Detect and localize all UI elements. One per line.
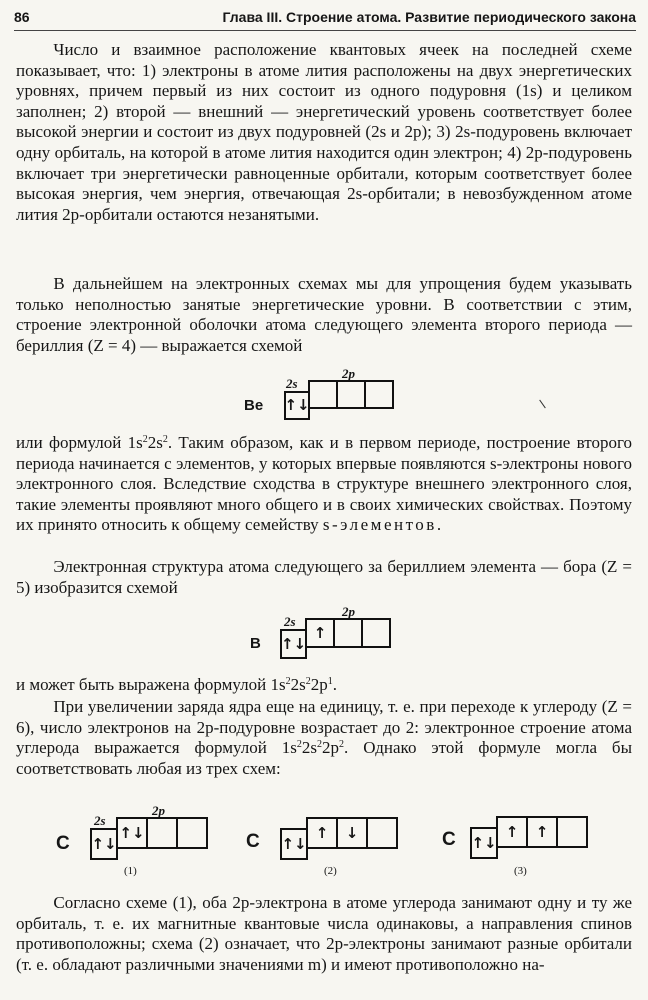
sublevel-label-2p: 2p <box>342 604 355 619</box>
c-electron-diagram-3 <box>442 803 612 883</box>
orbital-cell-2p <box>336 380 366 409</box>
header-rule <box>14 30 636 31</box>
paragraph-1: Число и взаимное расположение квантовых ячеек на последней схеме показывает, что: 1) электроны в атоме лития расположены на двух энергетических уровнях, причем первый из них состоит из одного подуровня (1s) и целиком заполнен; 2) второй — внешний — энергетический уровень соответствует более высокой энергии и состоит из двух подуровней (2s и 2p); 3) 2s-подуровень включает одну орбиталь, на которой в атоме лития находится один электрон; 4) 2p-подуровень включает три энергетически равноценные орбитали, которым соответствует более высокая энергия, чем энергия, отвечающая 2s-орбитали; в невозбужденном атоме лития 2p-орбитали остаются незанятыми. <box>16 40 632 224</box>
sublevel-label-2p: 2p <box>342 366 355 381</box>
element-symbol: C <box>56 833 70 854</box>
page-header <box>14 6 636 28</box>
paragraph-2: В дальнейшем на электронных схемах мы для упрощения будем указывать только неполностью занятые энергетические уровни. В соответствии с этим, строение электронной оболочки атома следующего элемента второго периода — бериллия (Z = 4) — выражается схемой <box>16 274 632 355</box>
b-electron-diagram <box>246 603 406 665</box>
be-electron-diagram <box>240 364 400 424</box>
scheme-caption: (1) <box>124 865 137 877</box>
orbital-cell-2p <box>333 618 363 648</box>
element-symbol: Be <box>244 397 264 414</box>
orbital-cell-2p <box>308 380 338 409</box>
orbital-cell-2p: ↑ <box>526 816 558 848</box>
page-number: 86 <box>14 9 30 25</box>
element-symbol: C <box>442 829 456 850</box>
orbital-cell-2p: ↑ <box>496 816 528 848</box>
paragraph-3: или формулой $1s^22s^2$. Таким образом, как и в первом периоде, построение второго периода начинается с элементов, у которых впервые появляются s-электроны нового электронного слоя. Вследствие сходства в структуре внешнего электронного слоя, такие элементы проявляют много общего и в своих химических свойствах. Поэтому их принято относить к общему семейству s-элементов. <box>16 433 632 535</box>
print-mark <box>539 400 546 409</box>
sublevel-label-2s: 2s <box>284 614 296 629</box>
orbital-cell-2s <box>470 827 498 859</box>
orbital-cell-2p: ↑ <box>305 618 335 648</box>
orbital-cell-2p <box>361 618 391 648</box>
spin-arrows: ↑↓ <box>471 833 497 852</box>
orbital-cell-2s <box>90 828 118 860</box>
c-electron-diagram-2 <box>246 803 416 883</box>
orbital-cell-2s <box>280 828 308 860</box>
paragraph-6: При увеличении заряда ядра еще на единицу, т. е. при переходе к углероду (Z = 6), число электронов на 2p-подуровне возрастает до 2: электронное строение атома углерода выражается формулой $1s^22s^22p^2$. Однако этой формуле могла бы соответствовать любая из трех схем: <box>16 697 632 778</box>
orbital-cell-2p: ↑ <box>306 817 338 849</box>
orbital-cell-2p <box>176 817 208 849</box>
scheme-caption: (2) <box>324 865 337 877</box>
sublevel-label-2s: 2s <box>94 813 106 828</box>
orbital-cell-2p <box>556 816 588 848</box>
sublevel-label-2s: 2s <box>286 376 298 391</box>
element-symbol: B <box>250 635 261 652</box>
orbital-cell-2p <box>364 380 394 409</box>
paragraph-5: и может быть выражена формулой $1s^22s^22p^1$. <box>16 675 337 694</box>
orbital-cell-2p <box>366 817 398 849</box>
orbital-cell-2s <box>284 391 310 420</box>
sublevel-label-2p: 2p <box>152 803 165 818</box>
orbital-cell-2p <box>146 817 178 849</box>
paragraph-7: Согласно схеме (1), оба 2p-электрона в атоме углерода занимают одну и ту же орбиталь, т. е. их магнитные квантовые числа одинаковы, а направления спинов противоположны; схема (2) означает, что 2p-электроны занимают разные орбитали (т. е. обладают различными значениями m) и имеют противоположно на- <box>16 893 632 974</box>
c-electron-diagram-1 <box>52 803 222 883</box>
paragraph-4: Электронная структура атома следующего за бериллием элемента — бора (Z = 5) изобразится схемой <box>16 557 632 597</box>
element-symbol: C <box>246 831 260 852</box>
spin-arrows: ↑↓ <box>281 834 307 853</box>
orbital-cell-2p: ↑↓ <box>116 817 148 849</box>
orbital-cell-2s <box>280 629 307 659</box>
orbital-cell-2p: ↓ <box>336 817 368 849</box>
spin-arrows: ↑↓ <box>284 396 310 414</box>
spin-arrows: ↑↓ <box>280 634 307 653</box>
spin-arrows: ↑↓ <box>91 834 117 853</box>
running-head: Глава III. Строение атома. Развитие периодического закона <box>222 9 636 25</box>
scheme-caption: (3) <box>514 865 527 877</box>
